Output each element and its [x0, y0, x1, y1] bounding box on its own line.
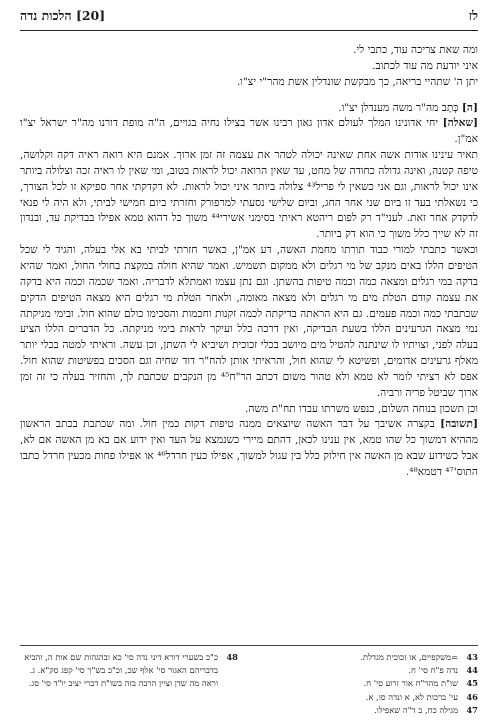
footnote-text: עי' ברכות לא, א ונדה סו, א.	[365, 691, 458, 702]
footnote	[260, 664, 478, 677]
footnote-number: 45	[466, 678, 478, 689]
responsum-number: [ה]	[461, 101, 478, 114]
footnotes-left-column	[20, 651, 238, 717]
letter-line: ומה שאת צריכה עוד, כתבי לי.	[353, 44, 478, 56]
question-paragraph: תאיר עינינו אודות אשה אחת שאינה יכולה לטהר את עצמה זה זמן ארוך. אמנם היא רואה ראיה דקה וקלושה, טיפה קטנה, ואינה גדולה כחודה של מחט, עד שאין הרואה יכול לראות בטוב, ומי שאין לו ראיה זכה וצלולה ביותר אינו יכול לראות, וגם אני כשאין לי פריל⁴³ צלולה ביותר איני יכול לראות. לא דקדקתי אחר ספיקא זו לכל הצורך, כי נשאלתי בעד זו ביום שני אחר החג, וביום שלישי נסעתי למרפורק וחזרתי ביום חמישי לביתי, ולא היה לי פנאי לדקדק אחר זאת. לעני"ד רק לפום ריהטא ראיתי בסימני אשירי⁴⁴ משוך כל דהוא טמא אפילו בבדיקת עד, ובנדון זה לא שייך כלל משוך כי הוא דק ביותר.	[20, 149, 478, 241]
main-text	[20, 43, 478, 481]
answer-paragraph	[20, 417, 478, 480]
footnotes	[20, 645, 478, 717]
footnote	[260, 704, 478, 717]
footnote-number: 46	[466, 691, 478, 702]
footnote	[260, 691, 478, 704]
responsum-title: כְּתָב מה"ר משה מענדלן יצ"ו.	[338, 101, 459, 114]
page-number: לז	[468, 8, 478, 23]
footnote-text: נדה פ"ח סי' ח.	[408, 665, 458, 676]
footnote	[260, 677, 478, 690]
letter-line: איני יודעת מה עוד לכתוב.	[372, 59, 478, 72]
answer-label: [תשובה]	[440, 418, 478, 431]
footnote-number: 44	[466, 665, 478, 676]
footnote-text: מגילה כח, ב ד"ה שאפילו.	[373, 704, 458, 715]
footnote	[20, 651, 238, 691]
footnote-text: כ"כ בשערי דורא דיני נדה סי' כא ובהגהות שם אות ה, והביא בדבריהם האגור סי' אלף שכ, וכ"כ בש"ך סי' קפג סק"א. ג. וראה מה שדן וציין הרבה בזה בשו"ת דברי יציב יו"ד סי' סג.	[24, 652, 218, 689]
answer-text: בקצרה אשיבך על דבר האשה שיוצאים ממנה טיפות דקות כמין חול. ומה שכתבת בכתב הראשון מההיא דמשוך כל שהו טמא, אין ענינו לכאן, דהתם מיירי כשנמצא על העד ואין ידוע אם בא מן האשה אם לא, אבל כשידוע שבא מן האשה אין חילוק כלל בין עגול למשוך, אפילו כעין חרדל⁴⁶ או אפילו פחות מכעין חרדל כתבו התוס'⁴⁷ דטמא⁴⁸.	[20, 418, 478, 478]
footnote-number: 48	[226, 652, 238, 662]
letter-line: יתן ה' שתהיי בריאה, כך מבקשת שונדלין אשת מהר"י יצ"ו.	[236, 75, 478, 88]
footnote-number: 47	[466, 704, 478, 715]
question-paragraph: יחי אדונינו המלך לעולם אדון גאון רבינו אשר בצילו נחיה בגויים, ה"ה מופת דורנו מה"ר ישראל יצ"ו אמ"ן.	[20, 117, 478, 146]
page-header	[20, 8, 478, 31]
footnote-text: =משקפיים, או זכוכית מגדלת.	[360, 652, 458, 662]
footnote-text: שו"ת מהר"ח אור זרוע סי' ח.	[363, 678, 458, 689]
footnotes-right-column	[260, 651, 478, 717]
footnote-number: 43	[466, 652, 478, 662]
running-title: [20] הלכות נדה	[20, 8, 106, 23]
question-paragraph: וכאשר כתבתי למורי כבוד תורתו מחמת האשה, דע אמ"ן, כאשר חזרתי לביתי בא אלי בעלה, והגיד לי שכל הטיפים הללו באים מנקב של מי רגלים ולא ממקום תשמיש. ואמר שהיא חולה במקצת בחולי החול, ואמר שהיא בדקה במי רגלים ומצאה כמה וכמה טיפות בהשתן. וגם נתן עצמו ואמתלא לדבריה. ואמר שכמה וכמה היא בדקה את עצמה קודם הטלת מים מי רגלים ולא מצאה מאומה, ולאחר הטלת מי רגלים היא מצאה הטיפים הדקים שכתבתי כמה וכמה פעמים. גם היא הראתה בדיקתה לכמה זקנות וחכמות והסכימו כולם שהוא חול. ובימי מניקתה נמי מצאה הגרעינים הללו בשעת הבדיקה, ואין דרכה כלל ועיקר לראות בימי מניקתה. כל הדברים הללו הציע בעלה לפני, וצויתיו לו שינתנה להטיל מים מיושב בכלי זכוכית ושיביא לי השתן, וכן עשה. וראיתי למטה בכלי יותר מאלף גרעינים אדומים, ופשיטא לי שהוא חול, והראיתי אותן להח"ר דוד שחיה וגם הסכים בפשיטות שהוא חול. אפס לא רציתי לומר לא טמא ולא טהור משום דכתב הר"ח⁴⁵ מן הנקבים שכתבת לך, והחזיר בעלה כי זה זמן ארוך שביטל פריה ורביה.	[20, 244, 478, 399]
question-opening	[20, 116, 478, 148]
footnote	[260, 651, 478, 664]
question-signature: וכן תשכון בנוחה השלום, כנפש משרתו עבדו תח"ת משה.	[245, 402, 478, 415]
question-label: [שאלה]	[442, 117, 478, 130]
letter-closing	[20, 43, 478, 91]
responsum-heading	[20, 101, 478, 117]
